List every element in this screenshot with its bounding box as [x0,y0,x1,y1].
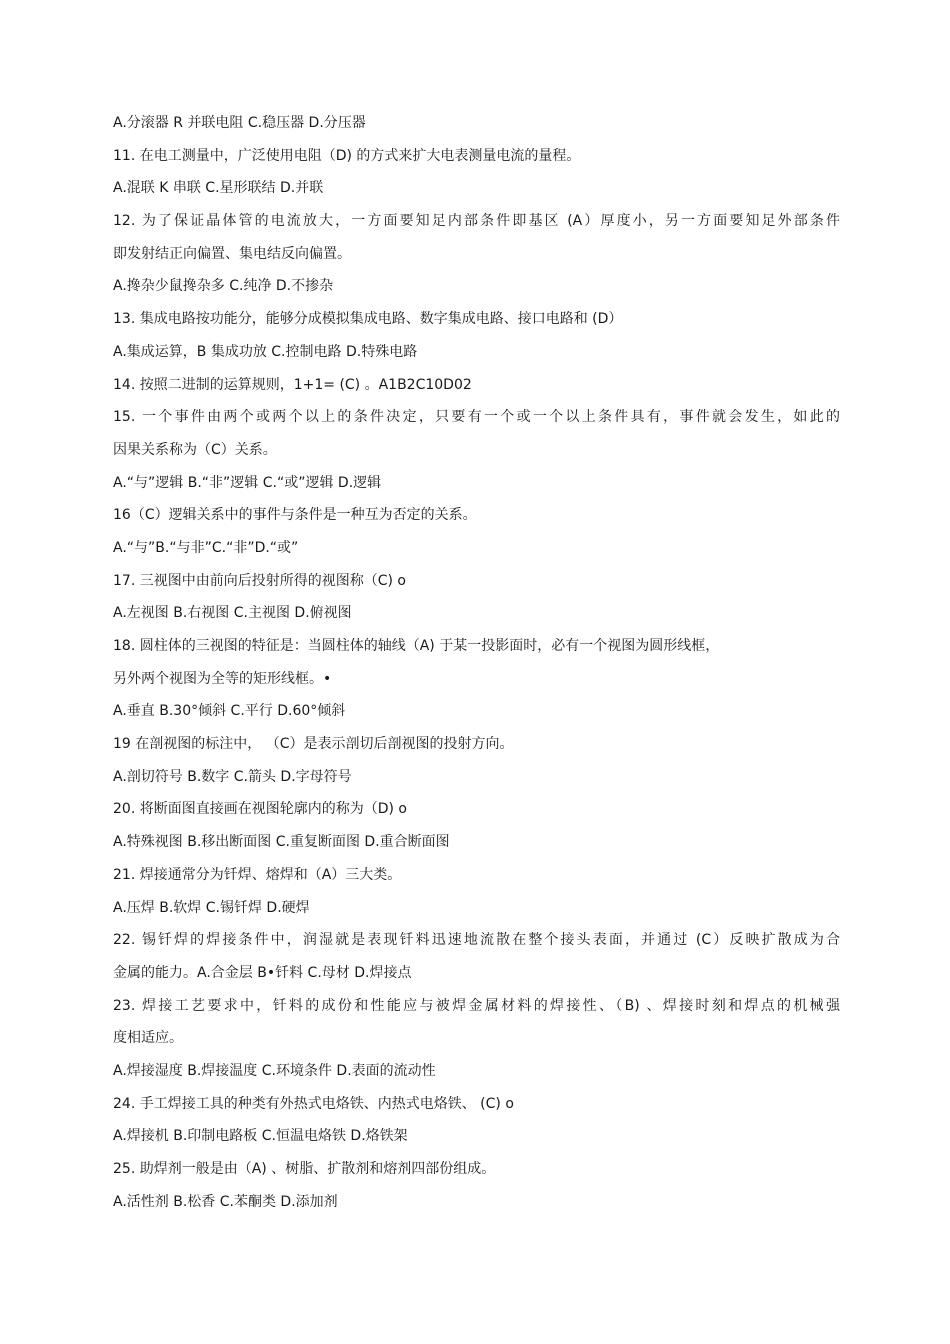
text-line: 24. 手工焊接工具的种类有外热式电烙铁、内热式电烙铁、 (C) o [113,1095,514,1112]
text-line: 即发射结正向偏置、集电结反向偏置。 [113,245,351,262]
text-line: 11. 在电工测量中，广泛使用电阻（D) 的方式来扩大电表测量电流的量程。 [113,147,581,164]
text-line: 22. 锡钎焊的焊接条件中，润湿就是表现钎料迅速地流散在整个接头表面，并通过 (C）反映扩散成为合 [113,932,840,949]
text-line: 度相适应。 [113,1030,183,1047]
text-line: A.垂直 B.30°倾斜 C.平行 D.60°倾斜 [113,703,346,720]
text-line: A.左视图 B.右视图 C.主视图 D.俯视图 [113,605,352,622]
text-line: A.集成运算，B 集成功放 C.控制电路 D.特殊电路 [113,343,418,360]
text-line: 13. 集成电路按功能分，能够分成模拟集成电路、数字集成电路、接口电路和 (D） [113,311,623,328]
text-line: 12. 为了保证晶体管的电流放大，一方面要知足内部条件即基区 (A）厚度小，另一方面要知足外部条件 [113,213,840,230]
text-line: A.混联 K 串联 C.星形联结 D.并联 [113,180,324,197]
text-line: A.焊接湿度 B.焊接温度 C.环境条件 D.表面的流动性 [113,1062,436,1079]
text-line: 15. 一个事件由两个或两个以上的条件决定，只要有一个或一个以上条件具有，事件就会发生，如此的 [113,409,840,426]
text-line: 20. 将断面图直接画在视图轮廓内的称为（D) o [113,801,407,818]
text-line: 14. 按照二进制的运算规则，1+1= (C) 。A1B2C10D02 [113,376,472,393]
text-line: 25. 助焊剂一般是由（A) 、树脂、扩散剂和熔剂四部份组成。 [113,1161,496,1177]
text-line: A.“与”逻辑 B.“非”逻辑 C.“或”逻辑 D.逻辑 [113,474,382,491]
document-body [113,111,840,1222]
text-line: 18. 圆柱体的三视图的特征是：当圆柱体的轴线（A) 于某一投影面时，必有一个视图为圆形线框， [113,638,720,654]
text-line: A.焊接机 B.印制电路板 C.恒温电烙铁 D.烙铁架 [113,1128,408,1145]
text-line: A.搀杂少鼠搀杂多 C.纯净 D.不掺杂 [113,278,334,295]
text-line: A.压焊 B.软焊 C.锡钎焊 D.硬焊 [113,899,310,916]
text-line: A.“与”B.“与非”C.“非”D.“或” [113,539,299,556]
text-line: 16（C）逻辑关系中的事件与条件是一种互为否定的关系。 [113,507,477,524]
text-line: 19 在剖视图的标注中， （C）是表示剖切后剖视图的投射方向。 [113,736,514,753]
text-line: A.特殊视图 B.移出断面图 C.重复断面图 D.重合断面图 [113,834,450,851]
text-line: A.剖切符号 B.数字 C.箭头 D.字母符号 [113,768,352,785]
text-line: 因果关系称为（C）关系。 [113,441,277,458]
text-line: 21. 焊接通常分为钎焊、熔焊和（A）三大类。 [113,866,402,883]
text-line: 23. 焊接工艺要求中，钎料的成份和性能应与被焊金属材料的焊接性、（B) 、焊接时刻和焊点的机械强 [113,997,840,1014]
text-line: A.活性剂 B.松香 C.苯酮类 D.添加剂 [113,1193,338,1210]
text-line: 17. 三视图中由前向后投射所得的视图称（C) o [113,572,406,589]
text-line: 金属的能力。A.合金层 B•钎料 C.母材 D.焊接点 [113,964,412,981]
text-line: 另外两个视图为全等的矩形线框。• [113,670,332,687]
text-line: A.分滚器 R 并联电阻 C.稳压器 D.分压器 [113,115,366,131]
